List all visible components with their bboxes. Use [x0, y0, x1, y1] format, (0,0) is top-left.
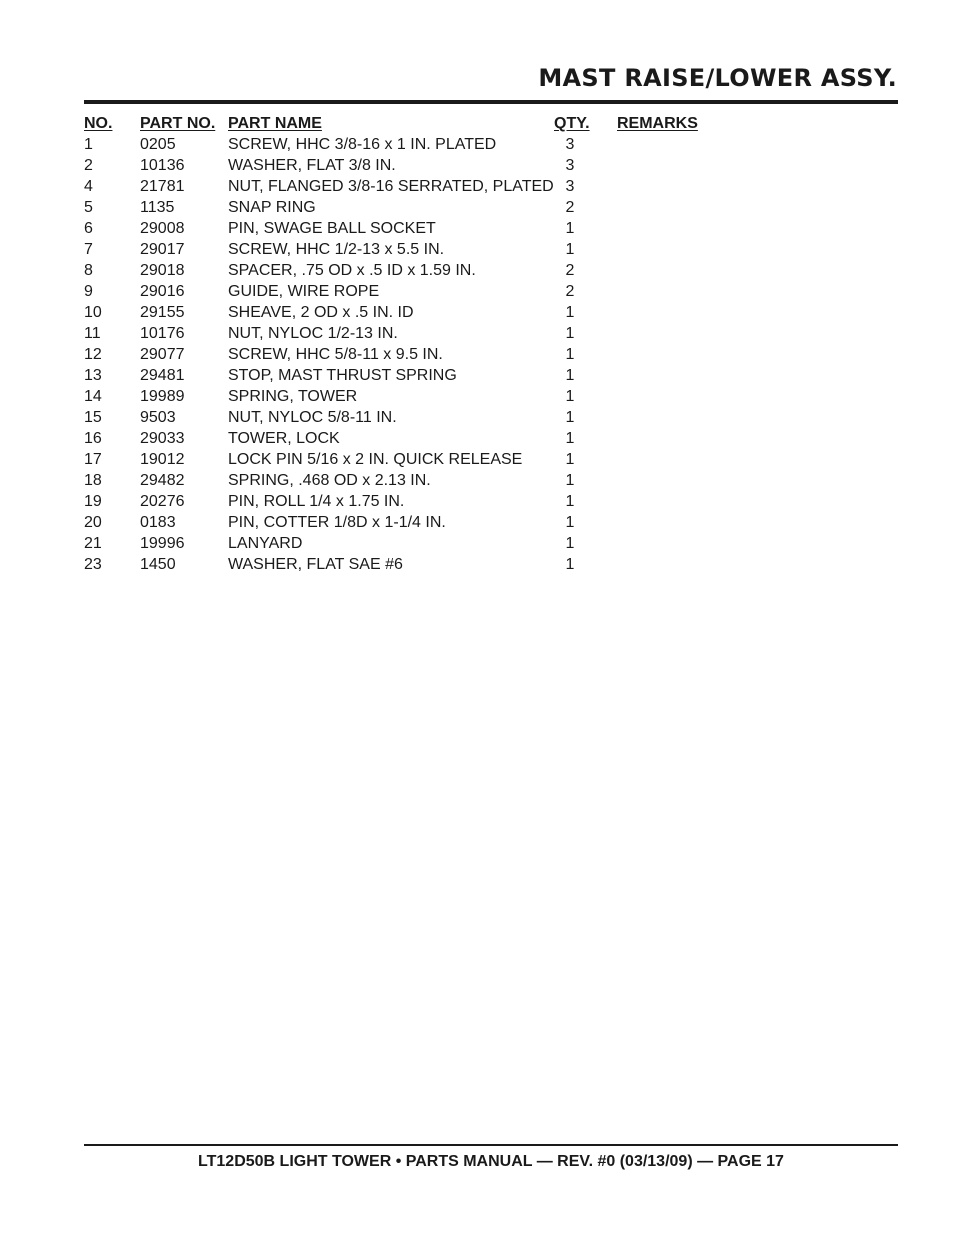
cell-part-no: 29018	[140, 262, 185, 279]
cell-qty: 1	[565, 220, 575, 237]
page-title: MAST RAISE/LOWER ASSY.	[538, 64, 897, 92]
cell-part-no: 19012	[140, 451, 185, 468]
cell-part-no: 21781	[140, 178, 185, 195]
cell-qty: 2	[565, 283, 575, 300]
cell-part-name: GUIDE, WIRE ROPE	[228, 283, 380, 300]
cell-no: 21	[84, 535, 102, 552]
table-row	[84, 407, 804, 428]
cell-no: 17	[84, 451, 102, 468]
cell-part-name: WASHER, FLAT 3/8 IN.	[228, 157, 396, 174]
cell-qty: 1	[565, 430, 575, 447]
table-body	[84, 134, 804, 575]
table-row	[84, 302, 804, 323]
cell-part-name: NUT, NYLOC 5/8-11 IN.	[228, 409, 397, 426]
cell-qty: 1	[565, 367, 575, 384]
cell-part-no: 29016	[140, 283, 185, 300]
cell-no: 7	[84, 241, 93, 258]
cell-no: 11	[84, 325, 101, 342]
cell-part-no: 10176	[140, 325, 185, 342]
cell-no: 12	[84, 346, 102, 363]
table-row	[84, 491, 804, 512]
cell-no: 6	[84, 220, 93, 237]
cell-no: 14	[84, 388, 102, 405]
cell-part-name: SPACER, .75 OD x .5 ID x 1.59 IN.	[228, 262, 476, 279]
cell-qty: 1	[565, 325, 575, 342]
title-rule	[84, 100, 898, 104]
cell-part-name: SNAP RING	[228, 199, 316, 216]
cell-part-name: PIN, COTTER 1/8D x 1-1/4 IN.	[228, 514, 446, 531]
cell-no: 5	[84, 199, 93, 216]
cell-part-no: 1135	[140, 199, 175, 216]
cell-part-no: 29481	[140, 367, 185, 384]
cell-no: 13	[84, 367, 102, 384]
cell-part-name: PIN, SWAGE BALL SOCKET	[228, 220, 436, 237]
table-row	[84, 134, 804, 155]
table-row	[84, 365, 804, 386]
parts-table	[84, 113, 804, 575]
table-row	[84, 470, 804, 491]
cell-qty: 3	[565, 157, 575, 174]
cell-part-name: NUT, NYLOC 1/2-13 IN.	[228, 325, 398, 342]
page-footer: LT12D50B LIGHT TOWER • PARTS MANUAL — REV. #0 (03/13/09) — PAGE 17	[198, 1153, 784, 1170]
header-remarks: REMARKS	[617, 115, 698, 132]
table-row	[84, 512, 804, 533]
header-part-name: PART NAME	[228, 115, 322, 132]
cell-no: 1	[84, 136, 93, 153]
cell-part-name: SCREW, HHC 3/8-16 x 1 IN. PLATED	[228, 136, 497, 153]
cell-part-no: 29077	[140, 346, 185, 363]
cell-part-no: 29482	[140, 472, 185, 489]
cell-no: 18	[84, 472, 102, 489]
table-row	[84, 155, 804, 176]
header-no: NO.	[84, 115, 113, 132]
cell-part-no: 0205	[140, 136, 176, 153]
table-row	[84, 533, 804, 554]
cell-no: 8	[84, 262, 93, 279]
cell-part-name: LOCK PIN 5/16 x 2 IN. QUICK RELEASE	[228, 451, 523, 468]
cell-part-name: STOP, MAST THRUST SPRING	[228, 367, 457, 384]
cell-qty: 1	[565, 346, 575, 363]
cell-qty: 1	[565, 409, 575, 426]
cell-qty: 1	[565, 556, 575, 573]
header-qty: QTY.	[554, 115, 590, 132]
cell-part-no: 29033	[140, 430, 185, 447]
cell-qty: 1	[565, 388, 575, 405]
cell-no: 23	[84, 556, 102, 573]
footer-rule	[84, 1144, 898, 1146]
cell-no: 10	[84, 304, 102, 321]
cell-no: 15	[84, 409, 102, 426]
cell-qty: 3	[565, 136, 575, 153]
cell-qty: 1	[565, 514, 575, 531]
cell-no: 16	[84, 430, 102, 447]
table-row	[84, 260, 804, 281]
cell-part-no: 19989	[140, 388, 185, 405]
cell-part-name: SPRING, TOWER	[228, 388, 358, 405]
cell-qty: 2	[565, 262, 575, 279]
table-row	[84, 239, 804, 260]
cell-no: 9	[84, 283, 93, 300]
cell-qty: 3	[565, 178, 575, 195]
cell-no: 4	[84, 178, 93, 195]
cell-part-name: SPRING, .468 OD x 2.13 IN.	[228, 472, 431, 489]
cell-qty: 1	[565, 493, 575, 510]
cell-no: 19	[84, 493, 102, 510]
cell-qty: 1	[565, 304, 575, 321]
cell-part-name: PIN, ROLL 1/4 x 1.75 IN.	[228, 493, 405, 510]
table-row	[84, 281, 804, 302]
cell-part-name: SCREW, HHC 5/8-11 x 9.5 IN.	[228, 346, 443, 363]
cell-qty: 1	[565, 472, 575, 489]
table-row	[84, 323, 804, 344]
cell-part-no: 1450	[140, 556, 176, 573]
header-part-no: PART NO.	[140, 115, 216, 132]
cell-part-no: 20276	[140, 493, 185, 510]
cell-qty: 1	[565, 451, 575, 468]
table-row	[84, 344, 804, 365]
table-row	[84, 197, 804, 218]
table-row	[84, 449, 804, 470]
cell-qty: 1	[565, 241, 575, 258]
table-header-row	[84, 113, 804, 134]
table-row	[84, 218, 804, 239]
table-row	[84, 428, 804, 449]
cell-part-name: SCREW, HHC 1/2-13 x 5.5 IN.	[228, 241, 445, 258]
cell-part-name: WASHER, FLAT SAE #6	[228, 556, 403, 573]
cell-qty: 2	[565, 199, 575, 216]
cell-part-no: 10136	[140, 157, 185, 174]
cell-no: 2	[84, 157, 93, 174]
cell-part-no: 9503	[140, 409, 176, 426]
cell-part-name: SHEAVE, 2 OD x .5 IN. ID	[228, 304, 414, 321]
cell-part-name: TOWER, LOCK	[228, 430, 340, 447]
cell-part-no: 29155	[140, 304, 185, 321]
cell-part-no: 0183	[140, 514, 176, 531]
cell-part-name: LANYARD	[228, 535, 303, 552]
cell-part-name: NUT, FLANGED 3/8-16 SERRATED, PLATED	[228, 178, 554, 195]
cell-no: 20	[84, 514, 102, 531]
cell-part-no: 29017	[140, 241, 185, 258]
cell-part-no: 29008	[140, 220, 185, 237]
table-row	[84, 554, 804, 575]
table-row	[84, 386, 804, 407]
cell-part-no: 19996	[140, 535, 185, 552]
table-row	[84, 176, 804, 197]
cell-qty: 1	[565, 535, 575, 552]
